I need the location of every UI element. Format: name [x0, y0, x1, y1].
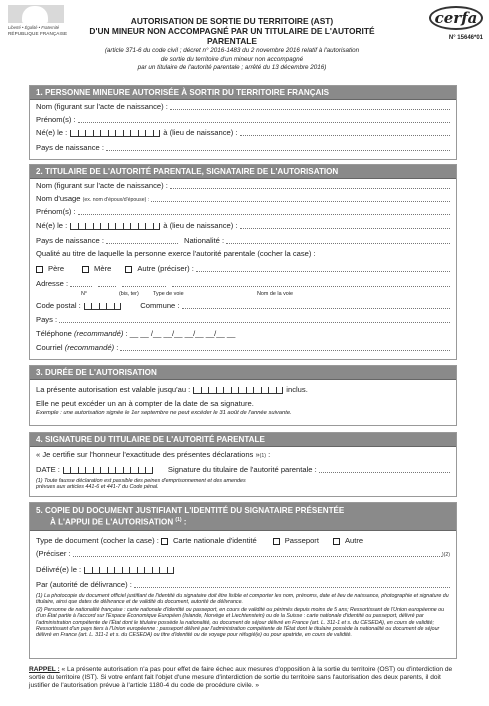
republic-motto: Liberté • Égalité • Fraternité [8, 25, 60, 30]
issue-date-boxes[interactable] [84, 565, 174, 574]
signature-date-boxes[interactable] [63, 465, 153, 474]
validity-date-boxes[interactable] [193, 385, 283, 394]
checkbox-mere[interactable] [82, 266, 89, 273]
quality-question: Qualité au titre de laquelle la personne exerce l'autorité parentale (cocher la case) : [36, 249, 316, 258]
commune-field[interactable] [182, 302, 451, 309]
minor-birthdate-boxes[interactable] [70, 128, 160, 137]
checkbox-autre[interactable] [125, 266, 132, 273]
postcode-commune-row: Code postal : Commune : [36, 301, 450, 310]
reminder-label: RAPPEL : [29, 666, 60, 673]
parent-lastname-field[interactable]: Nom (figurant sur l'acte de naissance) : [36, 181, 450, 190]
email-field[interactable]: Courriel (recommandé) : [36, 343, 450, 352]
validity-row: La présente autorisation est valable jusqu'au : inclus. [36, 385, 308, 394]
minor-firstname-field[interactable]: Prénom(s) : [36, 115, 450, 124]
parent-birth-row: Né(e) le : à (lieu de naissance) : [36, 221, 450, 230]
cerfa-number: N° 15646*01 [448, 35, 483, 41]
legal-reference: (article 371-6 du code civil ; décret n° 2016-1483 du 2 novembre 2016 relatif à l'autorisation de sortie du territoire d'un mineur non accompagné par un titulaire de l'autorité parentale ; arrêté du 13 décembre 2016) [104, 47, 360, 72]
validity-limit: Elle ne peut excéder un an à compter de la date de sa signature. [36, 399, 254, 408]
section-minor [29, 85, 457, 160]
residence-country-field[interactable]: Pays : [36, 315, 450, 324]
section-2-heading: 2. TITULAIRE DE L'AUTORITÉ PARENTALE, SIGNATAIRE DE L'AUTORISATION [30, 165, 456, 179]
reminder-text: « La présente autorisation n'a pas pour effet de faire échec aux mesures d'opposition à la sortie du territoire (OST) ou d'interdiction de sortie du territoire (IST). Si votre enfant fait l'objet d'une mesure d'interdiction de sortie du territoire sans l'autorisation des deux parents, il doit justifier de l'autorisation prévue à l'article 1180-4 du code de procédure civile. » [29, 666, 453, 689]
minor-birthcountry-field[interactable]: Pays de naissance : [36, 143, 450, 152]
section-3-heading: 3. DURÉE DE L'AUTORISATION [30, 366, 456, 380]
document-precision-field[interactable]: (Préciser : )(2) [36, 549, 450, 558]
document-title [66, 16, 398, 73]
title-line-1: AUTORISATION DE SORTIE DU TERRITOIRE (AST) [130, 16, 334, 26]
parent-birthdate-boxes[interactable] [70, 221, 160, 230]
title-line-2: D'UN MINEUR NON ACCOMPAGNÉ PAR UN TITULAIRE DE L'AUTORITÉ PARENTALE [89, 26, 375, 46]
section-signature [29, 432, 457, 497]
section-1-heading: 1. PERSONNE MINEURE AUTORISÉE À SORTIR DU TERRITOIRE FRANÇAIS [30, 86, 456, 100]
parent-firstname-field[interactable]: Prénom(s) : [36, 207, 450, 216]
marianne-emblem [8, 5, 64, 23]
address-hint-type: Type de voie [153, 291, 184, 297]
cerfa-logo: cerfa [429, 6, 483, 30]
reminder-note [29, 666, 457, 690]
section-duration [29, 365, 457, 426]
checkbox-pere[interactable] [36, 266, 43, 273]
address-field[interactable]: Adresse : [36, 279, 450, 288]
parent-country-nationality-row: Pays de naissance : Nationalité : [36, 236, 450, 245]
minor-lastname-field[interactable]: Nom (figurant sur l'acte de naissance) : [36, 102, 450, 111]
identity-footnote-2: (2) Personne de nationalité française : carte nationale d'identité ou passeport, en cours de validité ou périmés depuis moins de 5 ans; Ressortissant de l'Union européenne ou d'un État partie à l'accord sur l'Espace Économique Européen (Islande, Norvège et Liechtenstein) ou de la Suisse : carte nationale d'identité ou passeport, délivré par l'administration compétente de l'État dont le titulaire possède la nationalité, ou document de séjour délivré en France (art. L. 311-1 et s. du CESEDA), en cours de validité; Ressortissant d'un pays tiers à l'Union européenne : passeport délivré par l'administration compétente de l'État dont le titulaire possède la nationalité ou document de séjour délivré en France (art. L. 311-1 et s. du CESEDA) ou titre d'identité ou de voyage pour réfugié(e) ou pour apatride, en cours de validité. [36, 607, 445, 639]
signature-field[interactable] [319, 466, 450, 473]
postcode-boxes[interactable] [84, 301, 122, 310]
minor-birthplace-field[interactable] [240, 129, 450, 136]
parent-birthplace-field[interactable] [240, 222, 450, 229]
validity-example: Exemple : une autorisation signée le 1er septembre ne peut excéder le 31 août de l'année suivante. [36, 410, 292, 416]
republic-name: RÉPUBLIQUE FRANÇAISE [8, 31, 68, 36]
checkbox-passeport[interactable] [273, 538, 280, 545]
quality-options: Père Mère Autre (préciser) : [36, 264, 450, 273]
address-hint-street: Nom de la voie [257, 291, 293, 297]
checkbox-autre-document[interactable] [333, 538, 340, 545]
address-hint-bis: (bis, ter) [119, 291, 139, 297]
signature-footnote: (1) Toute fausse déclaration est passible des peines d'emprisonnement et des amendes prévues aux articles 441-6 et 441-7 du Code pénal. [36, 478, 246, 491]
certify-statement: « Je certifie sur l'honneur l'exactitude des présentes déclarations » (1) : [36, 450, 271, 459]
address-hint-number: N° [81, 291, 88, 297]
autre-precision-field[interactable] [196, 265, 450, 272]
issuing-authority-field[interactable]: Par (autorité de délivrance) : [36, 580, 450, 589]
document-type-row: Type de document (cocher la case) : Carte nationale d'identité Passeport Autre [36, 536, 364, 545]
identity-footnote-1: (1) La photocopie du document officiel justifiant de l'identité du signataire doit être lisible et comporter les nom, prénoms, date et lieu de naissance, photographie et signature du titulaire, ainsi que dates de délivrance et de validité du document, autorité de délivrance. [36, 593, 449, 606]
minor-birth-row: Né(e) le : à (lieu de naissance) : [36, 128, 450, 137]
parent-nationality-field[interactable] [226, 237, 450, 244]
issue-date-row: Délivré(e) le : [36, 565, 450, 574]
parent-usage-name-field[interactable]: Nom d'usage (ex. nom d'époux/d'épouse) : [36, 194, 450, 203]
section-parent [29, 164, 457, 360]
section-identity-document [29, 502, 457, 659]
section-4-heading: 4. SIGNATURE DU TITULAIRE DE L'AUTORITÉ PARENTALE [30, 433, 456, 447]
telephone-field[interactable]: Téléphone (recommandé) : __ __ /__ __/__ __/__ __/__ __ [36, 329, 236, 338]
section-5-heading: 5. COPIE DU DOCUMENT JUSTIFIANT L'IDENTITÉ DU SIGNATAIRE PRÉSENTÉE À L'APPUI DE L'AUTORISATION $^{(1)}$ : [30, 503, 456, 531]
checkbox-cni[interactable] [161, 538, 168, 545]
parent-birthcountry-field[interactable] [106, 237, 178, 244]
republique-francaise-logo [8, 5, 68, 39]
date-signature-row: DATE : Signature du titulaire de l'autorité parentale : [36, 465, 450, 474]
